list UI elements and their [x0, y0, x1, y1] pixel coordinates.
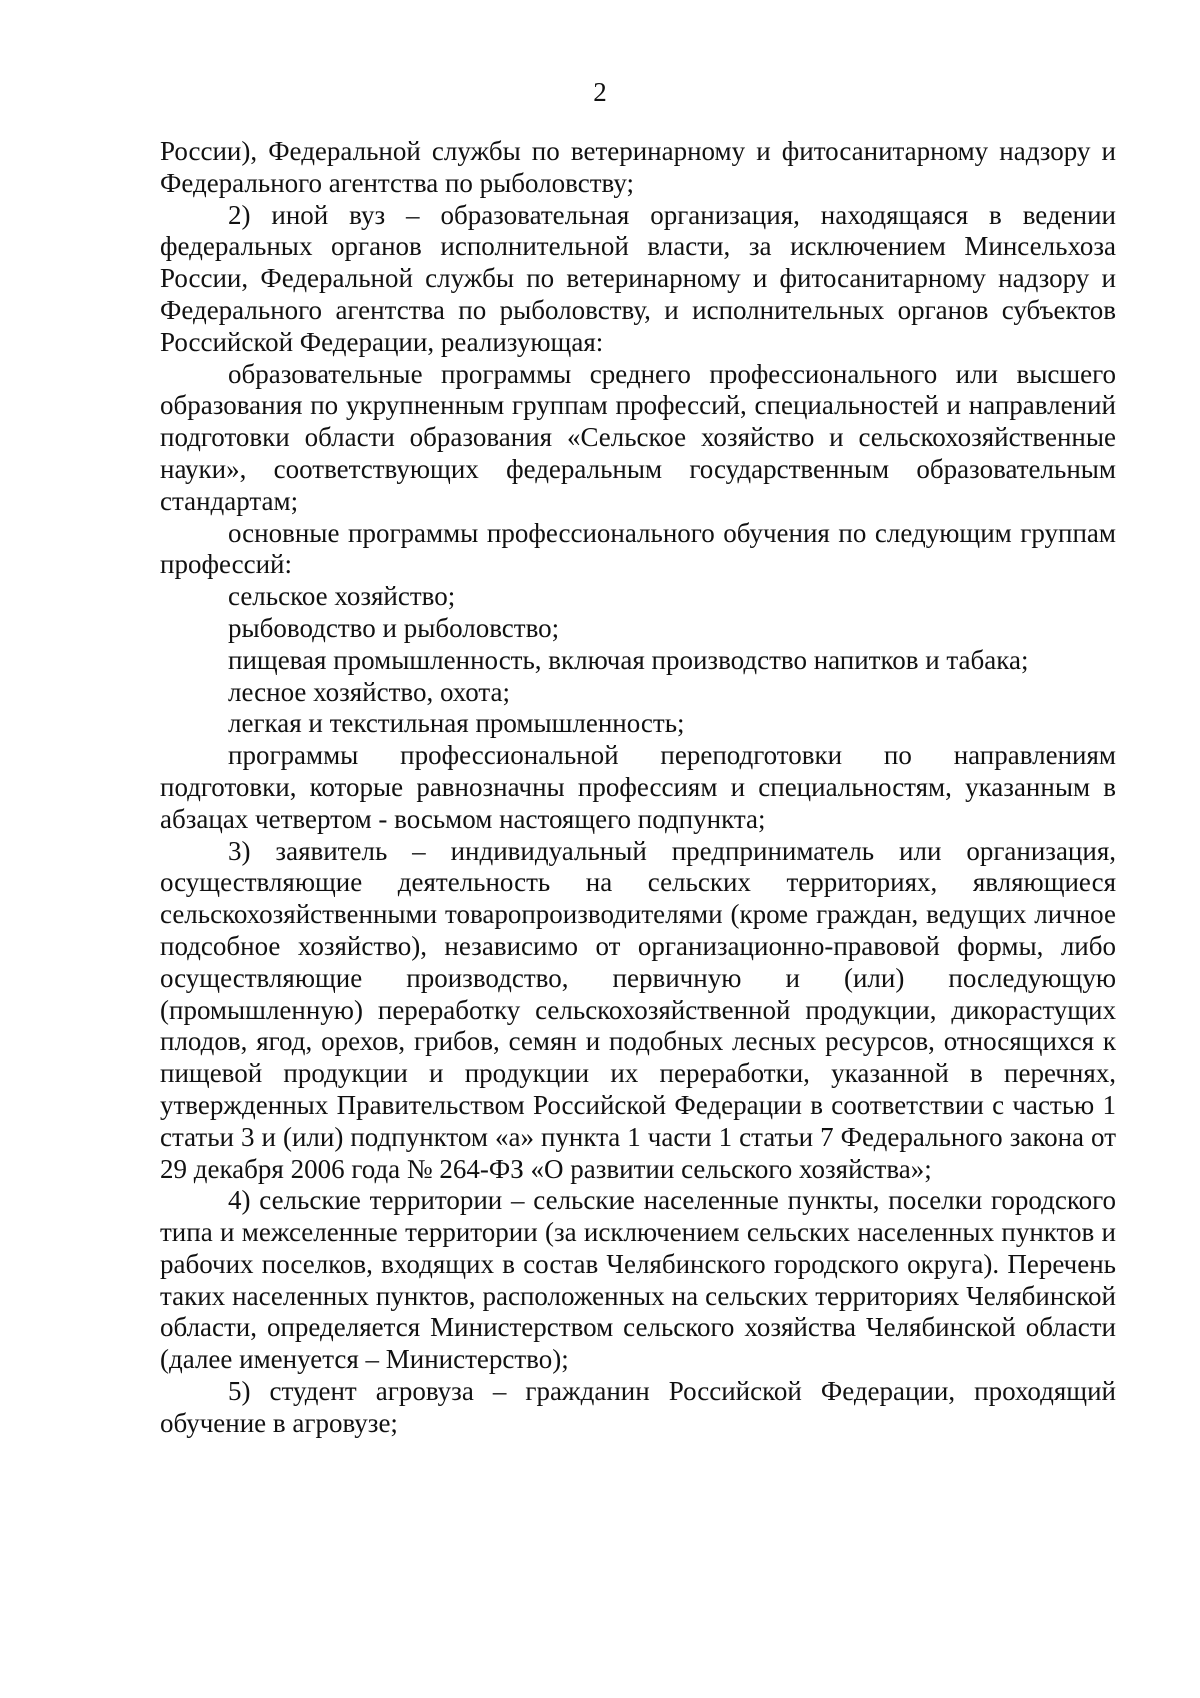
page-number: 2 [593, 77, 607, 107]
paragraph-item-4: 4) сельские территории – сельские населенные пункты, поселки городского типа и межселенные территории (за исключением сельских населенных пунктов и рабочих поселков, входящих в состав Челябинского городского округа). Перечень таких населенных пунктов, расположенных на сельских территориях Челябинской области, определяется Министерством сельского хозяйства Челябинской области (далее именуется – Министерство); [160, 1185, 1116, 1375]
paragraph-continuation: России), Федеральной службы по ветеринарному и фитосанитарному надзору и Федерального агентства по рыболовству; [160, 136, 1116, 198]
list-item-light-industry: легкая и текстильная промышленность; [228, 708, 685, 739]
list-item-forestry: лесное хозяйство, охота; [228, 676, 511, 707]
paragraph-retraining-programs: программы профессиональной переподготовки по направлениям подготовки, которые равнозначны профессиям и специальностям, указанным в абзацах четвертом - восьмом настоящего подпункта; [160, 740, 1116, 834]
list-item-food-industry: пищевая промышленность, включая производство напитков и табака; [228, 644, 1029, 675]
paragraph-vocational-programs: основные программы профессионального обучения по следующим группам профессий: [160, 517, 1116, 580]
paragraph-educational-programs: образовательные программы среднего профессионального или высшего образования по укрупненным группам профессий, специальностей и направлений подготовки области образования «Сельское хозяйство и сельскохозяйственные науки», соответствующих федеральным государственным образовательным стандартам; [160, 358, 1116, 516]
paragraph-item-3: 3) заявитель – индивидуальный предприниматель или организация, осуществляющие деятельность на сельских территориях, являющиеся сельскохозяйственными товаропроизводителями (кроме граждан, ведущих личное подсобное хозяйство), независимо от организационно-правовой формы, либо осуществляющие производство, первичную и (или) последующую (промышленную) переработку сельскохозяйственной продукции, дикорастущих плодов, ягод, орехов, грибов, семян и подобных лесных ресурсов, относящихся к пищевой продукции и продукции их переработки, указанной в перечнях, утвержденных Правительством Российской Федерации в соответствии с частью 1 статьи 3 и (или) подпунктом «а» пункта 1 части 1 статьи 7 Федерального закона от 29 декабря 2006 года № 264-ФЗ «О развитии сельского хозяйства»; [160, 835, 1116, 1184]
document-body [160, 136, 1116, 1440]
list-item-fish-farming: рыбоводство и рыболовство; [228, 612, 560, 643]
paragraph-item-5: 5) студент агровуза – гражданин Российской Федерации, проходящий обучение в агровузе; [160, 1376, 1116, 1438]
paragraph-item-2: 2) иной вуз – образовательная организация, находящаяся в ведении федеральных органов исполнительной власти, за исключением Минсельхоза России, Федеральной службы по ветеринарному и фитосанитарному надзору и Федерального агентства по рыболовству, и исполнительных органов субъектов Российской Федерации, реализующая: [160, 199, 1116, 357]
list-item-agriculture: сельское хозяйство; [228, 581, 456, 612]
